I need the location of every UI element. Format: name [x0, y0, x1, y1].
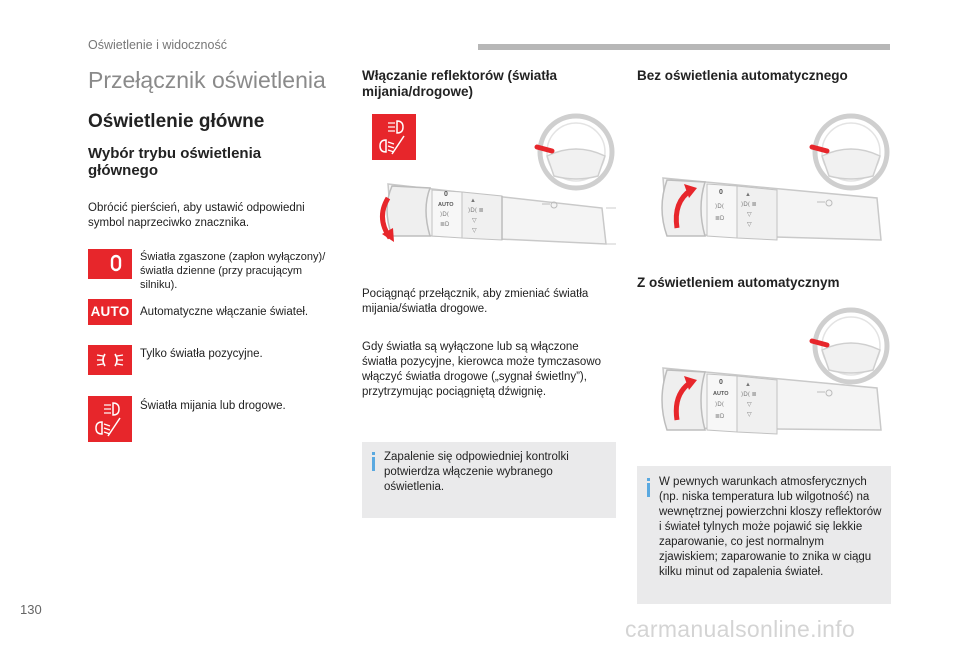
page-number: 130: [20, 602, 42, 617]
svg-text:⟩D⟨: ⟩D⟨: [440, 212, 450, 218]
info-icon-dot: [647, 478, 650, 481]
section-header: Oświetlenie i widoczność: [88, 38, 227, 52]
ring-zero-label: 0: [444, 191, 448, 198]
svg-text:▽: ▽: [472, 218, 477, 224]
mode-auto-text: Automatyczne włączanie świateł.: [140, 306, 309, 318]
svg-text:≣D: ≣D: [715, 216, 725, 222]
svg-text:▲: ▲: [745, 192, 751, 198]
svg-text:▽: ▽: [747, 222, 752, 228]
ring-auto-label: AUTO: [438, 202, 454, 208]
mode-headlights-text: Światła mijania lub drogowe.: [140, 400, 286, 412]
intro-paragraph: Obrócić pierścień, aby ustawić odpowiedni symbol naprzeciwko znacznika.: [88, 202, 305, 229]
ring-auto-label: AUTO: [713, 391, 729, 397]
svg-text:▽: ▽: [747, 412, 752, 418]
svg-text:⟩D⟨: ⟩D⟨: [715, 402, 725, 408]
headlight-stalk-illustration: [362, 112, 616, 254]
middle-note-text: Zapalenie się odpowiedniej kontrolki potwierdza włączenie wybranego oświetlenia.: [384, 451, 569, 493]
middle-heading: Włączanie reflektorów (światła mijania/drogowe): [362, 68, 558, 99]
middle-paragraph-2: Gdy światła są wyłączone lub są włączone światła pozycyjne, kierowca może tymczasowo włączyć światła drogowe („sygnał świetlny”), przytrzymując pociągniętą dźwignię.: [362, 341, 602, 398]
middle-paragraph-1: Pociągnąć przełącznik, aby zmieniać światła mijania/światła drogowe.: [362, 288, 589, 315]
info-icon: [372, 457, 375, 471]
subsection-title: Wybór trybu oświetlenia głównego: [88, 145, 262, 179]
svg-text:▽: ▽: [747, 402, 752, 408]
svg-text:≣D: ≣D: [440, 222, 450, 228]
info-icon-dot: [372, 452, 375, 455]
mode-off-text: Światła zgaszone (zapłon wyłączony)/ światła dzienne (przy pracującym silniku).: [140, 251, 326, 291]
auto-icon: [88, 299, 132, 325]
svg-text:⟩D⟨ ≣: ⟩D⟨ ≣: [468, 208, 484, 214]
stalk-auto-illustration: [637, 306, 891, 448]
svg-text:≣D: ≣D: [715, 414, 725, 420]
ring-zero-label: 0: [719, 189, 723, 196]
right-heading-manual: Bez oświetlenia automatycznego: [637, 68, 848, 83]
svg-text:▽: ▽: [747, 212, 752, 218]
svg-text:⟩D⟨: ⟩D⟨: [715, 204, 725, 210]
sidelights-icon: [88, 345, 132, 375]
svg-text:▽: ▽: [472, 228, 477, 234]
info-icon: [647, 483, 650, 497]
mode-sidelights-text: Tylko światła pozycyjne.: [140, 348, 263, 360]
section-title: Oświetlenie główne: [88, 111, 265, 132]
ring-zero-label: 0: [719, 379, 723, 386]
middle-info-note: [362, 442, 616, 518]
auto-icon-label: AUTO: [90, 304, 130, 319]
svg-text:▲: ▲: [745, 382, 751, 388]
right-info-note: [637, 466, 891, 604]
svg-text:▲: ▲: [470, 198, 476, 204]
header-rule: [478, 44, 890, 50]
stalk-manual-illustration: [637, 112, 891, 254]
svg-text:⟩D⟨ ≣: ⟩D⟨ ≣: [741, 392, 757, 398]
page-title: Przełącznik oświetlenia: [88, 67, 326, 93]
off-zero-icon: [88, 249, 132, 279]
svg-text:⟩D⟨ ≣: ⟩D⟨ ≣: [741, 202, 757, 208]
watermark: carmanualsonline.info: [625, 616, 856, 642]
right-heading-auto: Z oświetleniem automatycznym: [637, 275, 840, 290]
right-note-text: W pewnych warunkach atmosferycznych (np. niska temperatura lub wilgotność) na wewnętrznej powierzchni kloszy reflektorów i świateł tylnych może pojawić się lekkie zaparowanie, co jest normalnym zjawiskiem; zaparowanie to znika w ciągu kilku minut od zapalenia świateł.: [659, 476, 882, 578]
headlights-icon: [88, 396, 132, 442]
